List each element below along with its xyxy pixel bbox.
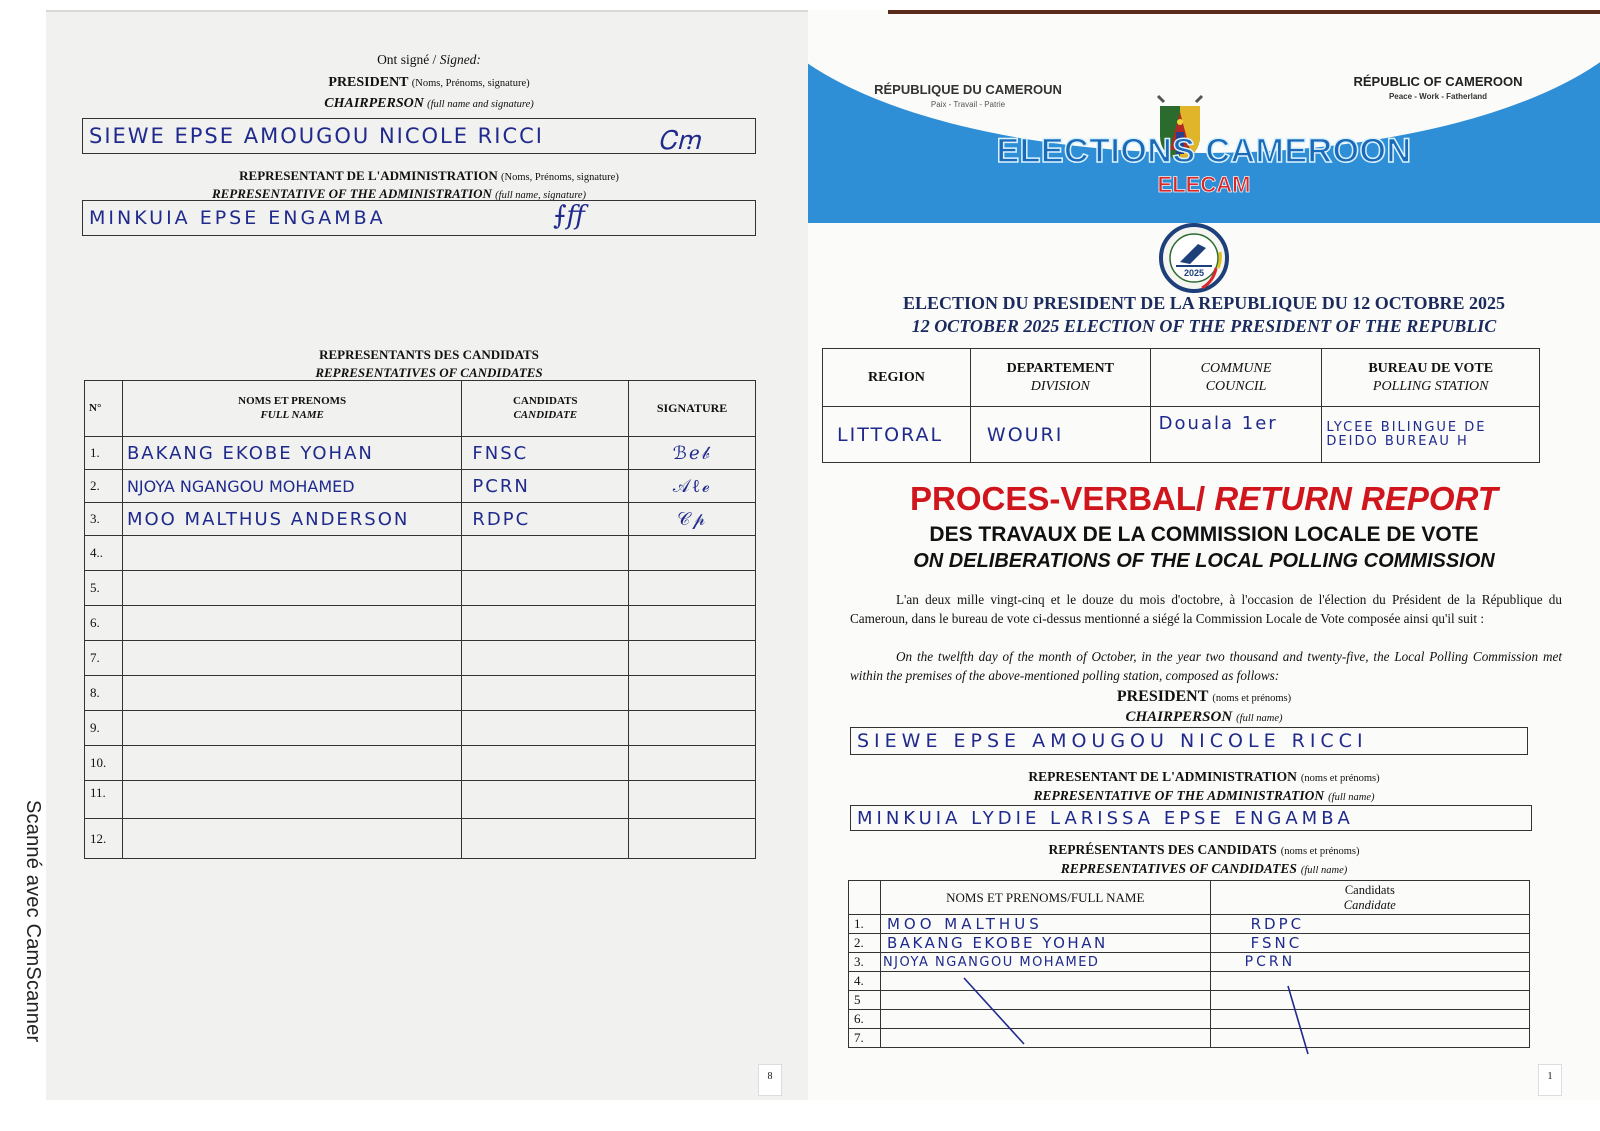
page-edge [888, 10, 1600, 14]
president-title-fr: PRESIDENT [328, 75, 409, 90]
president-note-fr: (Noms, Prénoms, signature) [411, 78, 530, 89]
motto-en: Peace - Work - Fatherland [1388, 92, 1488, 101]
chairperson-note-en: (full name and signature) [427, 99, 534, 110]
camscanner-watermark: Scanné avec CamScanner [22, 800, 44, 1043]
report-title-fr: PROCES-VERBAL/ [910, 480, 1206, 517]
row-signature[interactable] [629, 536, 756, 571]
table-row [849, 934, 1530, 953]
candidates-heading-en-right [808, 860, 1600, 878]
header-full-name [122, 381, 461, 437]
header-signature: SIGNATURE [629, 381, 756, 437]
row-signature[interactable]: 𝒜ℓℯ [629, 470, 756, 503]
header-cand-en: CANDIDATE [513, 408, 578, 421]
row-num: 4. [849, 972, 881, 991]
row-name[interactable] [122, 606, 461, 641]
intro-paragraph-en [850, 647, 1562, 685]
chairperson-title-en: CHAIRPERSON [1125, 709, 1233, 725]
location-header-row [823, 349, 1540, 407]
header-polling-fr: BUREAU DE VOTE [1368, 361, 1494, 376]
header-full-name: NOMS ET PRENOMS/FULL NAME [880, 881, 1210, 915]
president-title-fr: PRESIDENT [1116, 688, 1209, 705]
row-name[interactable]: BAKANG EKOBE YOHAN [880, 934, 1210, 953]
row-signature[interactable] [629, 571, 756, 606]
row-name[interactable] [122, 711, 461, 746]
candidates-heading-right [808, 841, 1600, 859]
table-row [85, 676, 756, 711]
report-title [808, 480, 1600, 518]
admin-rep-note-fr: (noms et prénoms) [1300, 773, 1380, 784]
header-cand-en: Candidate [1343, 897, 1396, 912]
table-row [85, 819, 756, 859]
header-region-fr: REGION [868, 369, 925, 385]
row-num: 8. [85, 676, 123, 711]
admin-rep-signature: ⨍ff [553, 201, 585, 231]
admin-rep-note-fr: (Noms, Prénoms, signature) [501, 172, 619, 183]
row-num: 9. [85, 711, 123, 746]
election-seal-icon [1158, 222, 1230, 294]
republic-fr: RÉPUBLIQUE DU CAMEROUN [874, 82, 1062, 97]
row-num: 5. [85, 571, 123, 606]
admin-rep-title-en: REPRESENTATIVE OF THE ADMINISTRATION [211, 186, 492, 201]
row-signature[interactable] [629, 819, 756, 859]
admin-rep-name-handwritten: MINKUIA EPSE ENGAMBA [89, 207, 386, 229]
report-subtitle-en: ON DELIBERATIONS OF THE LOCAL POLLING COMMISSION [913, 550, 1495, 572]
row-num: 2. [85, 470, 123, 503]
header-candidate [462, 381, 629, 437]
president-name-field-right[interactable] [850, 727, 1528, 755]
row-name[interactable] [122, 571, 461, 606]
signed-heading [46, 52, 812, 68]
row-num: 1. [849, 915, 881, 934]
header-name-en: FULL NAME [260, 408, 324, 421]
row-signature[interactable] [629, 606, 756, 641]
strike-through-lines [958, 976, 1378, 1056]
signed-heading-en: Signed: [439, 52, 481, 67]
table-row [85, 571, 756, 606]
report-title-en: RETURN REPORT [1205, 480, 1498, 517]
page-number-left: 8 [758, 1064, 782, 1096]
president-signature: Ꮯꭑ [658, 126, 701, 154]
row-signature[interactable] [629, 781, 756, 819]
row-signature[interactable] [629, 676, 756, 711]
row-name[interactable] [122, 641, 461, 676]
admin-rep-title-fr: REPRESENTANT DE L'ADMINISTRATION [239, 168, 498, 183]
president-name-handwritten: SIEWE EPSE AMOUGOU NICOLE RICCI [89, 124, 544, 148]
row-num: 1. [85, 437, 123, 470]
location-values-row [823, 407, 1540, 463]
candidates-title-en: REPRESENTATIVES OF CANDIDATES [1060, 861, 1297, 876]
row-num: 6. [849, 1010, 881, 1029]
candidates-note-en: (full name) [1300, 865, 1348, 876]
left-page [46, 10, 812, 1100]
election-title-fr: ELECTION DU PRESIDENT DE LA REPUBLIQUE DU 12 OCTOBRE 2025 [903, 293, 1505, 313]
row-signature[interactable]: 𝒞𝓅 [629, 503, 756, 536]
chairperson-heading-right [808, 708, 1600, 726]
row-candidate[interactable] [462, 819, 629, 859]
candidates-title-en: REPRESENTATIVES OF CANDIDATES [315, 365, 543, 380]
row-candidate[interactable]: FSNC [1210, 934, 1529, 953]
header-division-fr: DEPARTEMENT [1006, 361, 1114, 376]
row-num: 7. [85, 641, 123, 676]
row-candidate[interactable] [462, 781, 629, 819]
table-row [85, 606, 756, 641]
motto-fr: Paix - Travail - Patrie [930, 100, 1006, 109]
admin-rep-title-fr: REPRESENTANT DE L'ADMINISTRATION [1028, 769, 1297, 784]
table-row [85, 711, 756, 746]
header-num: N° [85, 381, 123, 437]
row-num: 6. [85, 606, 123, 641]
row-candidate[interactable] [462, 571, 629, 606]
region-value[interactable]: LITTORAL [823, 407, 971, 463]
chairperson-note-en: (full name) [1236, 713, 1283, 724]
admin-rep-heading-en-right [808, 787, 1600, 805]
header-polling-en: POLLING STATION [1372, 378, 1489, 394]
row-candidate[interactable] [462, 711, 629, 746]
location-table [822, 348, 1540, 463]
row-candidate[interactable]: FNSC [462, 437, 629, 470]
election-title-en: 12 OCTOBER 2025 ELECTION OF THE PRESIDENT OF THE REPUBLIC [911, 316, 1497, 336]
council-value[interactable]: Douala 1er [1150, 407, 1322, 463]
right-page [808, 10, 1600, 1100]
row-num: 3. [85, 503, 123, 536]
admin-rep-title-en: REPRESENTATIVE OF THE ADMINISTRATION [1033, 788, 1325, 803]
president-note-fr: (noms et prénoms) [1212, 693, 1292, 704]
table-row [85, 437, 756, 470]
table-row [849, 953, 1530, 972]
candidates-section-title-en [46, 365, 812, 381]
admin-rep-heading-right [808, 768, 1600, 786]
org-name: ELECTIONS CAMEROON [996, 132, 1412, 170]
president-name-field[interactable] [82, 118, 756, 154]
admin-rep-name-handwritten: MINKUIA LYDIE LARISSA EPSE ENGAMBA [857, 807, 1354, 829]
header-council-en: COUNCIL [1205, 378, 1267, 394]
row-candidate[interactable] [462, 746, 629, 781]
republic-fr-block [848, 82, 1088, 109]
division-value[interactable]: WOURI [970, 407, 1150, 463]
row-candidate[interactable] [462, 641, 629, 676]
row-name[interactable] [122, 536, 461, 571]
header-polling-station [1322, 349, 1540, 407]
row-signature[interactable] [629, 711, 756, 746]
table-row [85, 641, 756, 676]
table-header-row [849, 881, 1530, 915]
page-number-right: 1 [1538, 1064, 1562, 1096]
admin-rep-note-en: (full name, signature) [495, 190, 587, 201]
header-council-fr: COMMUNE [1200, 361, 1272, 376]
row-name[interactable] [122, 819, 461, 859]
candidates-representatives-table [84, 380, 756, 859]
row-name[interactable] [122, 676, 461, 711]
candidates-title-fr: REPRÉSENTANTS DES CANDIDATS [1048, 842, 1277, 857]
signed-heading-fr: Ont signé / [377, 52, 440, 67]
row-name[interactable] [122, 781, 461, 819]
row-num: 3. [849, 953, 881, 972]
row-candidate[interactable]: PCRN [1210, 953, 1529, 972]
admin-rep-name-field-right[interactable] [850, 805, 1532, 831]
intro-en-text: On the twelfth day of the month of October, in the year two thousand and twenty-five, the Local Polling Commission met within the premises of the above-mentioned polling station, composed as follows: [850, 649, 1562, 683]
row-num: 11. [85, 781, 123, 819]
row-num: 4.. [85, 536, 123, 571]
intro-fr-text: L'an deux mille vingt-cinq et le douze du mois d'octobre, à l'occasion de l'élection du Président de la République du Cameroun, dans le bureau de vote ci-dessus mentionné a siégé la Commission Locale de Vote composée ainsi qu'il suit : [850, 592, 1562, 626]
polling-station-value[interactable]: LYCEE BILINGUE DE DEIDO BUREAU H [1322, 407, 1540, 463]
row-candidate[interactable] [462, 676, 629, 711]
org-abbr: ELECAM [1157, 172, 1251, 197]
candidates-section-title [46, 347, 812, 363]
table-row [85, 746, 756, 781]
row-signature[interactable] [629, 641, 756, 676]
row-num: 2. [849, 934, 881, 953]
row-name[interactable] [122, 746, 461, 781]
row-name[interactable]: MOO MALTHUS ANDERSON [122, 503, 461, 536]
row-num: 5 [849, 991, 881, 1010]
header-council [1150, 349, 1322, 407]
republic-en: RÉPUBLIC OF CAMEROON [1353, 74, 1523, 89]
row-name[interactable]: BAKANG EKOBE YOHAN [122, 437, 461, 470]
row-candidate[interactable]: RDPC [462, 503, 629, 536]
header-division [970, 349, 1150, 407]
admin-rep-note-en: (full name) [1328, 792, 1375, 803]
row-signature[interactable] [629, 746, 756, 781]
table-row [85, 781, 756, 819]
row-candidate[interactable]: RDPC [1210, 915, 1529, 934]
row-signature[interactable]: ℬℯ𝒷 [629, 437, 756, 470]
row-num: 10. [85, 746, 123, 781]
seal-year: 2025 [1183, 268, 1205, 278]
row-num: 12. [85, 819, 123, 859]
header-cand-fr: CANDIDATS [512, 394, 578, 407]
table-row [85, 503, 756, 536]
chairperson-heading [46, 95, 812, 112]
candidates-title-fr: REPRESENTANTS DES CANDIDATS [319, 347, 539, 362]
president-heading-right [808, 688, 1600, 706]
header-cand-fr: Candidats [1344, 882, 1395, 897]
header-region [823, 349, 971, 407]
president-name-handwritten: SIEWE EPSE AMOUGOU NICOLE RICCI [857, 730, 1368, 752]
chairperson-title-en: CHAIRPERSON [324, 96, 424, 111]
row-name[interactable]: NJOYA NGANGOU MOHAMED [880, 953, 1210, 972]
intro-paragraph-fr [850, 590, 1562, 628]
row-name[interactable]: NJOYA NGANGOU MOHAMED [122, 470, 461, 503]
report-subtitle-fr: DES TRAVAUX DE LA COMMISSION LOCALE DE VOTE [929, 523, 1479, 546]
row-name[interactable]: MOO MALTHUS [880, 915, 1210, 934]
header-division-en: DIVISION [1030, 378, 1090, 394]
admin-rep-heading [46, 168, 812, 184]
header-num [849, 881, 881, 915]
elecam-header-banner [808, 38, 1600, 223]
republic-en-block [1318, 74, 1558, 101]
row-candidate[interactable] [462, 606, 629, 641]
row-candidate[interactable]: PCRN [462, 470, 629, 503]
row-candidate[interactable] [462, 536, 629, 571]
header-candidate [1210, 881, 1529, 915]
header-name-fr: NOMS ET PRENOMS [238, 394, 347, 407]
candidates-note-fr: (noms et prénoms) [1280, 846, 1360, 857]
table-row [849, 915, 1530, 934]
president-heading [46, 74, 812, 91]
table-header-row [85, 381, 756, 437]
table-row [85, 536, 756, 571]
admin-rep-name-field[interactable] [82, 200, 756, 236]
table-row [85, 470, 756, 503]
page-edge [46, 10, 812, 12]
row-num: 7. [849, 1029, 881, 1048]
